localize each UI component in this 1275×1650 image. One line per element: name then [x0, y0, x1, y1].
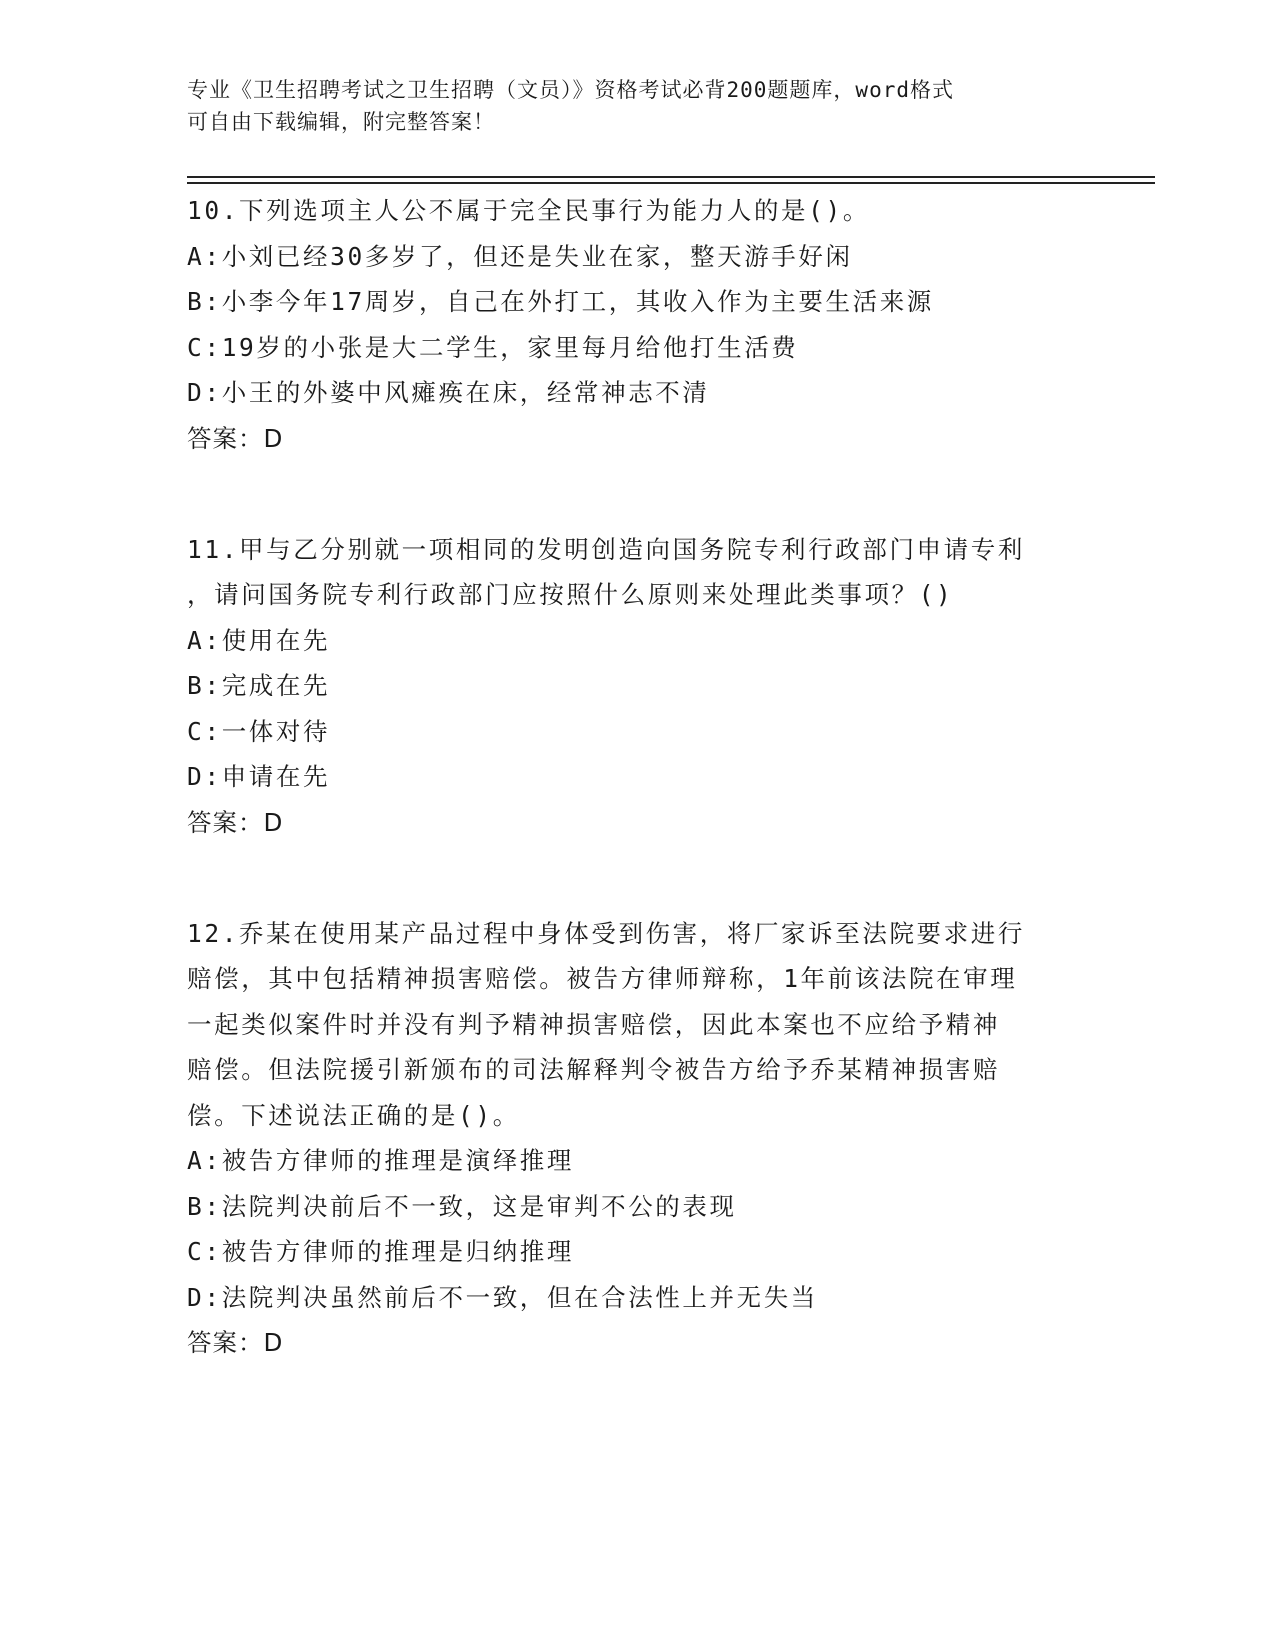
- question-11: [187, 527, 1087, 846]
- question-stem: ，请问国务院专利行政部门应按照什么原则来处理此类事项？(): [187, 580, 954, 609]
- question-stem: 12.乔某在使用某产品过程中身体受到伤害，将厂家诉至法院要求进行: [187, 918, 1025, 948]
- answer-line: 答案：D: [187, 807, 284, 837]
- option-a: A:使用在先: [187, 625, 331, 655]
- header-line-1: 专业《卫生招聘考试之卫生招聘（文员）》资格考试必背200题题库，word格式: [187, 78, 954, 102]
- question-12: [187, 911, 1087, 1366]
- question-stem: 偿。下述说法正确的是()。: [187, 1100, 520, 1130]
- option-d: D:法院判决虽然前后不一致，但在合法性上并无失当: [187, 1282, 818, 1312]
- question-stem: 赔偿。但法院援引新颁布的司法解释判令被告方给予乔某精神损害赔: [187, 1055, 1000, 1084]
- header-divider-top: [187, 176, 1155, 178]
- option-b: B:小李今年17周岁，自己在外打工，其收入作为主要生活来源: [187, 287, 934, 316]
- option-c: C:19岁的小张是大二学生，家里每月给他打生活费: [187, 332, 799, 362]
- question-stem: 一起类似案件时并没有判予精神损害赔偿，因此本案也不应给予精神: [187, 1009, 1000, 1039]
- option-a: A:小刘已经30多岁了，但还是失业在家，整天游手好闲: [187, 241, 853, 271]
- spacer: [187, 845, 1087, 891]
- header-line-2: 可自由下载编辑，附完整答案！: [187, 110, 495, 134]
- option-b: B:完成在先: [187, 671, 331, 700]
- option-c: C:一体对待: [187, 716, 331, 746]
- question-stem: 10.下列选项主人公不属于完全民事行为能力人的是()。: [187, 196, 870, 225]
- document-header: [187, 74, 1087, 138]
- option-d: D:申请在先: [187, 762, 331, 791]
- spacer: [187, 461, 1087, 507]
- option-a: A:被告方律师的推理是演绎推理: [187, 1146, 574, 1175]
- question-list: [187, 188, 1087, 1366]
- answer-line: 答案：D: [187, 1328, 284, 1357]
- question-10: [187, 188, 1087, 461]
- answer-line: 答案：D: [187, 423, 284, 453]
- question-stem: 11.甲与乙分别就一项相同的发明创造向国务院专利行政部门申请专利: [187, 534, 1025, 564]
- option-c: C:被告方律师的推理是归纳推理: [187, 1237, 574, 1266]
- option-b: B:法院判决前后不一致，这是审判不公的表现: [187, 1191, 737, 1221]
- question-stem: 赔偿，其中包括精神损害赔偿。被告方律师辩称，1年前该法院在审理: [187, 964, 1018, 993]
- header-divider-bottom: [187, 182, 1155, 184]
- option-d: D:小王的外婆中风瘫痪在床，经常神志不清: [187, 378, 710, 407]
